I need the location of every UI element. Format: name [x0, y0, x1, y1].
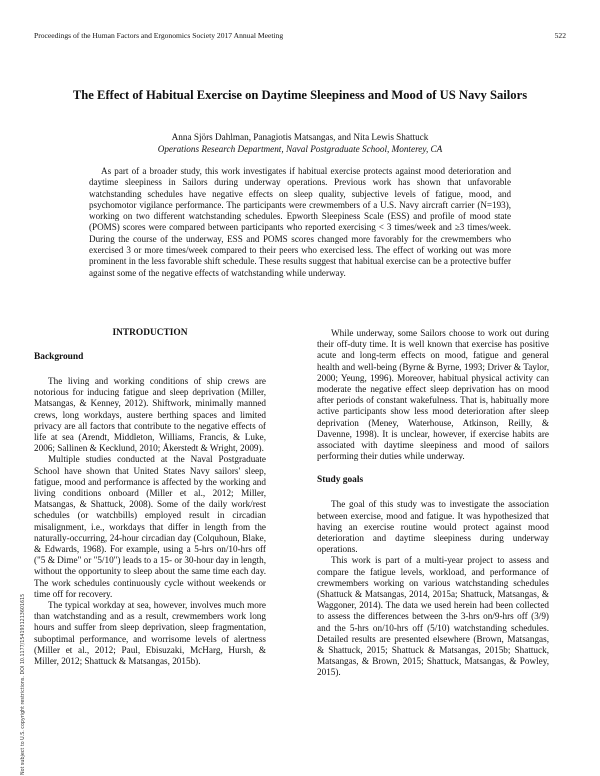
journal-name: Proceedings of the Human Factors and Ergonomics Society 2017 Annual Meeting — [34, 31, 284, 40]
subheading-study-goals: Study goals — [317, 475, 364, 486]
side-note-text: Not subject to U.S. copyright restrictions. DOI 10.1177/1541931213601615 — [21, 593, 26, 775]
affiliation: Operations Research Department, Naval Postgraduate School, Monterey, CA — [157, 144, 443, 154]
subheading-background: Background — [34, 352, 84, 362]
running-header — [34, 31, 566, 40]
right-column — [317, 328, 549, 679]
paragraph: Multiple studies conducted at the Naval Postgraduate School have shown that United States Navy sailors' sleep, fatigue, mood and performance is affected by the working and living conditions onboard (Miller et al., 2012; Miller, Matsangas, & Shattuck, 2008). Some of the daily work/rest schedules (or watchbills) employed result in circadian misalignment, i.e., workdays that differ in length from the naturally-occurring, 24-hour circadian day (Colquhoun, Blake, & Edwards, 1968). For example, using a 5-hrs on/10-hrs off ("5 & Dime" or "5/10") leads to a 15- or 30-hour day in length, without the opportunity to sleep about the same time each day. The work schedules continuously cycle without weekends or time off for recovery. — [34, 454, 266, 599]
abstract: As part of a broader study, this work investigates if habitual exercise protects against mood deterioration and daytime sleepiness in Sailors during underway operations. Previous work has shown that unfavorable watchstanding schedules have negative effects on sleep quality, subjective levels of fatigue, mood, and psychomotor vigilance performance. The participants were crewmembers of a U.S. Navy aircraft carrier (N=193), working on two different watchstanding schedules. Epworth Sleepiness Scale (ESS) and profile of mood state (POMS) scores were compared between participants who reported exercising < 3 times/week and ≥3 times/week. During the course of the underway, ESS and POMS scores changed more favorably for the crewmembers who exercised 3 or more times/week compared to their peers who exercised less. The effect of working out was more prominent in the less favorable shift schedule. These results suggest that habitual exercise can be a protective buffer against some of the negative effects of watchstanding while underway. — [89, 166, 511, 278]
page-number: 522 — [554, 31, 566, 40]
left-column — [34, 328, 266, 667]
paragraph: This work is part of a multi-year project to assess and compare the fatigue levels, workload, and performance of crewmembers working on various watchstanding schedules (Shattuck & Matsangas, 2014, 2015a; Shattuck, Matsangas, & Waggoner, 2014). The data we used herein had been collected to assess the differences between the 3-hrs on/9-hrs off (3/9) and the 5-hrs on/10-hrs off (5/10) watchstanding schedules. Detailed results are presented elsewhere (Brown, Matsangas, & Shattuck, 2015; Shattuck & Matsangas, 2015b; Shattuck, Matsangas, & Brown, 2015; Shattuck, Matsangas, & Powley, 2015). — [317, 555, 549, 678]
paper-title: The Effect of Habitual Exercise on Daytime Sleepiness and Mood of US Navy Sailors — [72, 88, 528, 102]
author-list: Anna Sjörs Dahlman, Panagiotis Matsangas, and Nita Lewis Shattuck — [171, 132, 429, 142]
paragraph: While underway, some Sailors choose to work out during their off-duty time. It is well known that exercise has positive acute and long-term effects on mood, fatigue and general health and well-being (Byrne & Byrne, 1993; Driver & Taylor, 2000; Yeung, 1996). Moreover, habitual physical activity can moderate the negative effect sleep deprivation has on mood after periods of constant wakefulness. That is, habitually more active participants show less mood deterioration after sleep deprivation (Meney, Waterhouse, Atkinson, Reilly, & Davenne, 1998). It is unclear, however, if exercise habits are associated with daytime sleepiness and mood of sailors performing their duties while underway. — [317, 328, 549, 462]
paragraph: The living and working conditions of ship crews are notorious for inducing fatigue and sleep deprivation (Miller, Matsangas, & Kenney, 2012). Shiftwork, minimally manned crews, long workdays, austere berthing spaces and limited privacy are all factors that contribute to the negative effects of life at sea (Arendt, Middleton, Williams, Francis, & Luke, 2006; Sallinen & Kecklund, 2010; Åkerstedt & Wright, 2009). — [34, 376, 266, 454]
section-heading-introduction: INTRODUCTION — [112, 328, 188, 338]
copyright-side-note — [17, 535, 27, 775]
paragraph: The typical workday at sea, however, involves much more than watchstanding and as a result, crewmembers work long hours and suffer from sleep deprivation, sleep fragmentation, suboptimal performance, and worrisome levels of alertness (Miller et al., 2012; Paul, Ebisuzaki, McHarg, Hursh, & Miller, 2012; Shattuck & Matsangas, 2015b). — [34, 600, 266, 667]
paragraph: The goal of this study was to investigate the association between exercise, mood and fatigue. It was hypothesized that having an exercise routine would protect against mood deterioration and daytime sleepiness during underway operations. — [317, 499, 549, 555]
